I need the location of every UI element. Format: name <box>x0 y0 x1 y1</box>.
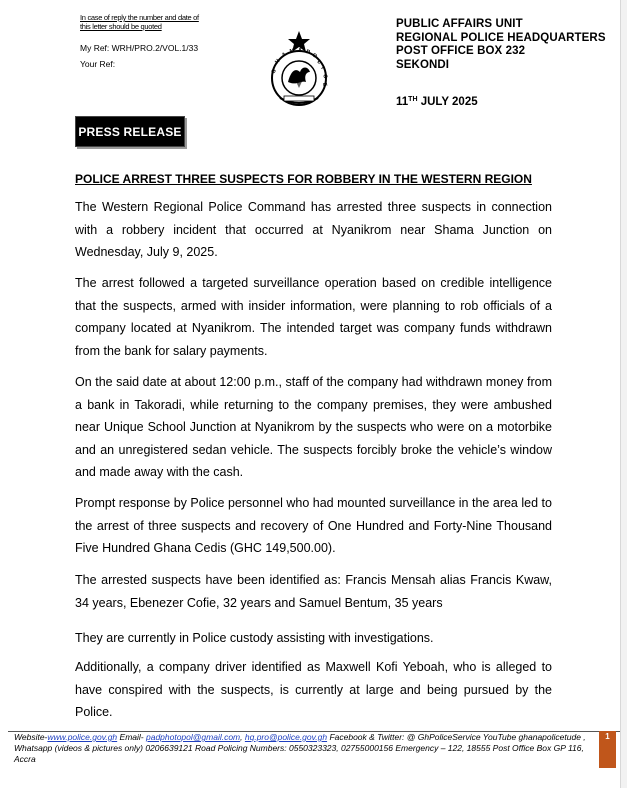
release-date <box>396 96 478 108</box>
email-link-hq-pro[interactable]: hq.pro@police.gov.gh <box>244 732 328 742</box>
body-paragraph: The Western Regional Police Command has arrested three suspects in connection with a robbery incident that occurred at Nyanikrom near Shama Junction on Wednesday, July 9, 2025. <box>75 200 552 259</box>
svg-text:I: I <box>319 65 326 71</box>
page-number-tab <box>599 731 616 768</box>
unit-line: PUBLIC AFFAIRS UNIT <box>396 18 523 30</box>
svg-text:L: L <box>315 59 323 66</box>
svg-text:A: A <box>298 48 302 54</box>
svg-text:G: G <box>270 68 278 75</box>
svg-text:O: O <box>311 52 318 60</box>
date-suffix: TH <box>408 96 418 103</box>
body-paragraph: Additionally, a company driver identified as Maxwell Kofi Yeboah, who is alleged to have conspired with the suspects, is currently at large and being pursued by the Police. <box>75 660 552 719</box>
headline: POLICE ARREST THREE SUSPECTS FOR ROBBERY IN THE WESTERN REGION <box>75 172 532 186</box>
body-paragraph: On the said date at about 12:00 p.m., staff of the company had withdrawn money from a bank in Takoradi, while returning to the company premises, they were ambushed near Unique School Junction at Nyanikrom by the suspects who were on a motorbike and an unregistered sedan vehicle. The suspects forcibly broke the vehicle’s window and made away with the cash. <box>75 375 552 479</box>
svg-text:E: E <box>321 82 328 87</box>
unit-address-block <box>396 18 621 72</box>
page-number: 1 <box>605 732 610 741</box>
website-label: Website- <box>14 732 48 742</box>
svg-text:A: A <box>281 51 288 59</box>
svg-text:N: N <box>289 48 295 55</box>
date-day: 11 <box>396 96 409 108</box>
press-release-label: PRESS RELEASE <box>78 125 182 139</box>
date-month-year: JULY 2025 <box>417 96 478 108</box>
my-reference: My Ref: WRH/PRO.2/VOL.1/33 <box>80 43 199 53</box>
unit-line: REGIONAL POLICE HEADQUARTERS <box>396 31 606 44</box>
footer-contacts <box>14 732 598 765</box>
svg-text:P: P <box>305 49 311 56</box>
your-reference: Your Ref: <box>80 59 116 69</box>
reference-block <box>80 13 200 69</box>
email-separator: , <box>240 732 245 742</box>
press-release-badge <box>75 116 185 147</box>
body-paragraph: They are currently in Police custody assisting with investigations. <box>75 631 434 645</box>
unit-line: POST OFFICE BOX 232 <box>396 45 526 57</box>
email-link-padphotopol[interactable]: padphotopol@gmail.com <box>145 732 241 742</box>
email-label: Email- <box>117 732 146 742</box>
ghana-police-emblem-icon <box>266 30 332 108</box>
reply-quote-note: In case of reply the number and date of this letter should be quoted <box>80 13 199 31</box>
svg-text:H: H <box>274 58 282 66</box>
unit-line: SEKONDI <box>396 58 450 71</box>
footer-contact-details: Facebook & Twitter: @ GhPoliceService YouTube ghanapolicetude , Whatsapp (videos & pictures only) 0206639121 Road Policing Numbers: 0550323323, 02755000156 Emergency – 122, 18555 Post Office Box GP 116, Accra <box>14 732 586 764</box>
svg-text:C: C <box>321 73 329 80</box>
website-link[interactable]: www.police.gov.gh <box>47 732 118 742</box>
page-edge <box>620 0 627 788</box>
body-paragraph: Prompt response by Police personnel who had mounted surveillance in the area led to the arrest of three suspects and recovery of One Hundred and Forty-Nine Thousand Five Hundred Ghana Cedis (GHC 149,500.00). <box>75 496 552 555</box>
body-paragraph: The arrested suspects have been identified as: Francis Mensah alias Francis Kwaw, 34 years, Ebenezer Cofie, 32 years and Samuel Bentum, 35 years <box>75 573 552 610</box>
body-paragraph: The arrest followed a targeted surveillance operation based on credible intelligence that the suspects, armed with insider information, were planning to rob officials of a company located at Nyanikrom. The intended target was company funds withdrawn from the bank for salary payments. <box>75 276 552 358</box>
